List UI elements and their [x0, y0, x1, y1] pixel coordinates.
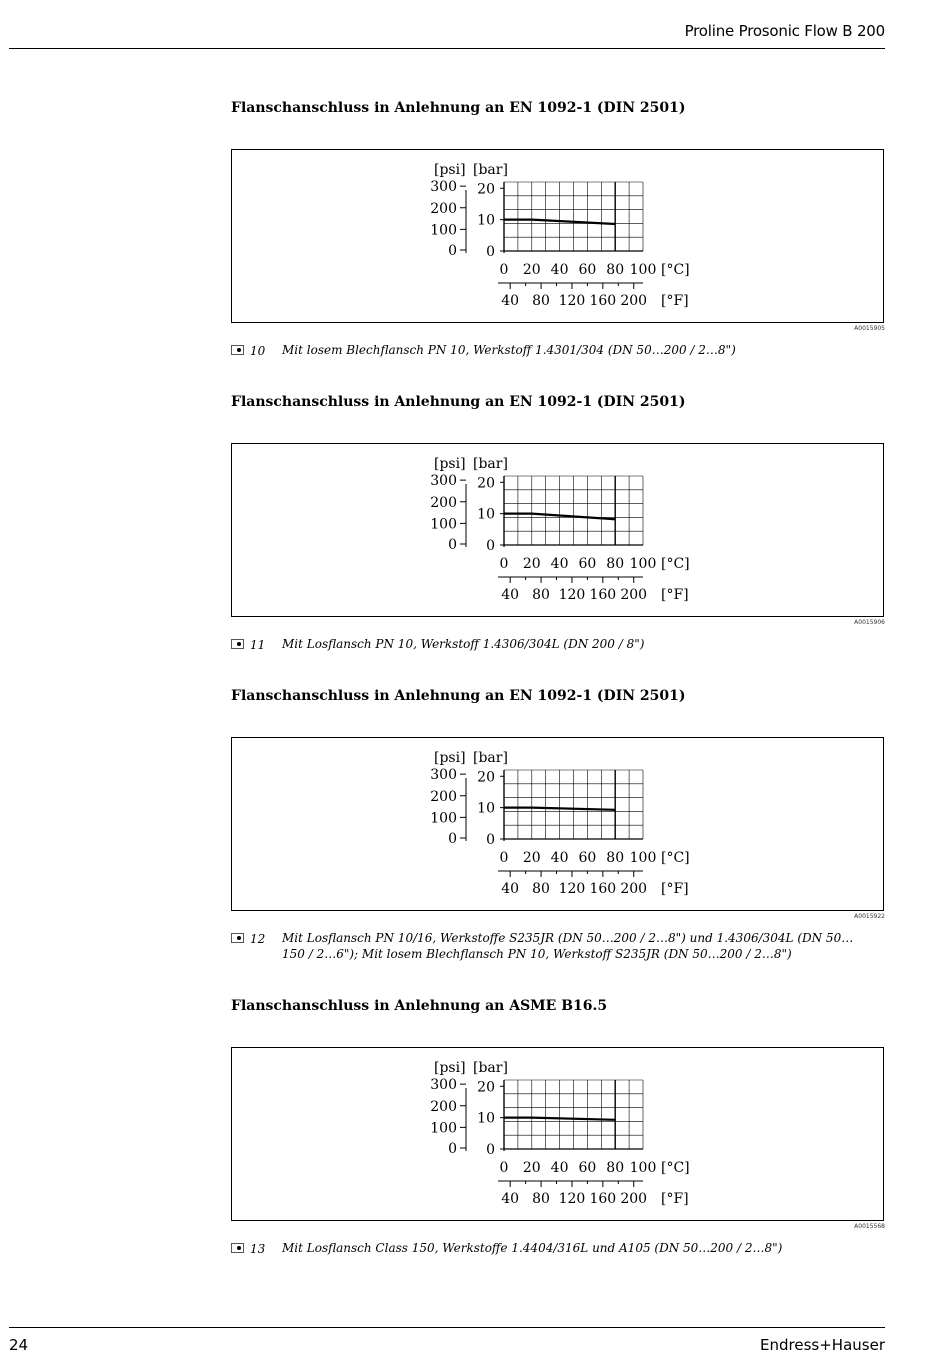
celsius-tick-label: 80 [606, 1160, 625, 1176]
fahrenheit-tick-label: 120 [558, 293, 586, 309]
fahrenheit-tick-label: 80 [532, 1191, 550, 1207]
caption-text: Mit Losflansch PN 10, Werkstoff 1.4306/304L (DN 200 / 8") [282, 637, 645, 651]
fahrenheit-tick-label: 80 [532, 587, 550, 603]
celsius-tick-label: 60 [578, 1160, 597, 1176]
figure-icon [231, 1243, 244, 1253]
psi-tick-label: 300 [430, 767, 457, 784]
fahrenheit-unit-label: [°F] [661, 587, 689, 603]
celsius-tick-label: 60 [578, 262, 597, 278]
figure-number: 13 [250, 1242, 266, 1256]
psi-tick-label: 300 [430, 179, 457, 196]
fahrenheit-tick-label: 120 [558, 587, 586, 603]
celsius-tick-label: 0 [499, 1160, 509, 1176]
chart-frame [231, 443, 884, 617]
pressure-temperature-chart [232, 1048, 885, 1222]
bar-unit-label: [bar] [473, 456, 508, 472]
bar-tick-label: 20 [477, 769, 495, 786]
document-title: Proline Prosonic Flow B 200 [684, 22, 885, 40]
celsius-tick-label: 80 [606, 850, 625, 866]
figure-id: A0015922 [854, 913, 885, 920]
chart-frame [231, 737, 884, 911]
figure-number: 11 [250, 638, 266, 652]
celsius-tick-label: 0 [499, 850, 509, 866]
psi-tick-label: 200 [430, 200, 457, 217]
celsius-tick-label: 80 [606, 556, 625, 572]
psi-tick-label: 100 [430, 222, 457, 239]
bar-tick-label: 10 [477, 506, 495, 523]
psi-unit-label: [psi] [434, 162, 466, 178]
fahrenheit-tick-label: 160 [589, 293, 617, 309]
psi-unit-label: [psi] [434, 456, 466, 472]
figure-id: A0015906 [854, 619, 885, 626]
bar-unit-label: [bar] [473, 162, 508, 178]
bar-tick-label: 10 [477, 1110, 495, 1127]
celsius-tick-label: 20 [522, 850, 541, 866]
figure-icon [231, 933, 244, 943]
celsius-tick-label: 20 [522, 556, 541, 572]
bar-tick-label: 20 [477, 1079, 495, 1096]
figure-id: A0015568 [854, 1223, 885, 1230]
figure-id: A0015905 [854, 325, 885, 332]
fahrenheit-tick-label: 120 [558, 1191, 586, 1207]
section-title: Flanschanschluss in Anlehnung an EN 1092-1 (DIN 2501) [231, 100, 686, 116]
fahrenheit-tick-label: 200 [620, 293, 648, 309]
psi-tick-label: 200 [430, 1098, 457, 1115]
fahrenheit-tick-label: 40 [501, 587, 520, 603]
figure-number: 10 [250, 344, 266, 358]
psi-tick-label: 300 [430, 1077, 457, 1094]
fahrenheit-tick-label: 160 [589, 587, 617, 603]
celsius-unit-label: [°C] [661, 850, 690, 866]
psi-tick-label: 0 [448, 243, 457, 259]
pressure-temperature-chart [232, 444, 885, 618]
caption-text: Mit Losflansch PN 10/16, Werkstoffe S235JR (DN 50…200 / 2…8") und 1.4306/304L (DN 50…150 / 2…6"); Mit losem Blechflansch PN 10, Werkstoff S235JR (DN 50…200 / 2…8") [282, 931, 854, 961]
psi-tick-label: 0 [448, 537, 457, 553]
page-number: 24 [9, 1336, 29, 1354]
psi-tick-label: 0 [448, 1141, 457, 1157]
fahrenheit-tick-label: 200 [620, 1191, 648, 1207]
psi-tick-label: 100 [430, 810, 457, 827]
fahrenheit-tick-label: 40 [501, 1191, 520, 1207]
fahrenheit-tick-label: 80 [532, 881, 550, 897]
fahrenheit-tick-label: 120 [558, 881, 586, 897]
section-title: Flanschanschluss in Anlehnung an ASME B16.5 [231, 998, 608, 1014]
celsius-tick-label: 100 [629, 1160, 657, 1176]
fahrenheit-tick-label: 40 [501, 881, 520, 897]
fahrenheit-unit-label: [°F] [661, 881, 689, 897]
fahrenheit-tick-label: 160 [589, 881, 617, 897]
fahrenheit-tick-label: 160 [589, 1191, 617, 1207]
celsius-tick-label: 40 [550, 1160, 569, 1176]
psi-tick-label: 100 [430, 1120, 457, 1137]
bar-tick-label: 10 [477, 212, 495, 229]
fahrenheit-unit-label: [°F] [661, 293, 689, 309]
bar-tick-label: 10 [477, 800, 495, 817]
caption-text: Mit Losflansch Class 150, Werkstoffe 1.4404/316L und A105 (DN 50…200 / 2…8") [282, 1241, 783, 1255]
bar-tick-label: 0 [486, 538, 495, 554]
figure-icon [231, 345, 244, 355]
psi-tick-label: 300 [430, 473, 457, 490]
bar-unit-label: [bar] [473, 750, 508, 766]
section-title: Flanschanschluss in Anlehnung an EN 1092-1 (DIN 2501) [231, 394, 686, 410]
footer-rule [9, 1327, 885, 1328]
celsius-unit-label: [°C] [661, 262, 690, 278]
bar-unit-label: [bar] [473, 1060, 508, 1076]
figure-icon [231, 639, 244, 649]
celsius-tick-label: 20 [522, 262, 541, 278]
celsius-tick-label: 100 [629, 262, 657, 278]
psi-tick-label: 100 [430, 516, 457, 533]
psi-tick-label: 200 [430, 494, 457, 511]
bar-tick-label: 0 [486, 244, 495, 260]
chart-frame [231, 149, 884, 323]
celsius-tick-label: 40 [550, 850, 569, 866]
celsius-tick-label: 100 [629, 556, 657, 572]
celsius-unit-label: [°C] [661, 1160, 690, 1176]
bar-tick-label: 0 [486, 832, 495, 848]
celsius-tick-label: 40 [550, 556, 569, 572]
psi-unit-label: [psi] [434, 1060, 466, 1076]
bar-tick-label: 0 [486, 1142, 495, 1158]
celsius-tick-label: 60 [578, 556, 597, 572]
celsius-tick-label: 0 [499, 262, 509, 278]
psi-tick-label: 0 [448, 831, 457, 847]
pressure-temperature-chart [232, 738, 885, 912]
bar-tick-label: 20 [477, 475, 495, 492]
psi-tick-label: 200 [430, 788, 457, 805]
psi-unit-label: [psi] [434, 750, 466, 766]
celsius-tick-label: 60 [578, 850, 597, 866]
header-rule [9, 48, 885, 49]
celsius-tick-label: 80 [606, 262, 625, 278]
chart-frame [231, 1047, 884, 1221]
fahrenheit-tick-label: 200 [620, 587, 648, 603]
celsius-tick-label: 20 [522, 1160, 541, 1176]
fahrenheit-tick-label: 200 [620, 881, 648, 897]
footer-brand: Endress+Hauser [760, 1336, 885, 1354]
pressure-temperature-chart [232, 150, 885, 324]
celsius-tick-label: 0 [499, 556, 509, 572]
celsius-tick-label: 40 [550, 262, 569, 278]
celsius-unit-label: [°C] [661, 556, 690, 572]
bar-tick-label: 20 [477, 181, 495, 198]
caption-text: Mit losem Blechflansch PN 10, Werkstoff 1.4301/304 (DN 50…200 / 2…8") [282, 343, 736, 357]
fahrenheit-tick-label: 80 [532, 293, 550, 309]
fahrenheit-tick-label: 40 [501, 293, 520, 309]
figure-number: 12 [250, 932, 266, 946]
section-title: Flanschanschluss in Anlehnung an EN 1092-1 (DIN 2501) [231, 688, 686, 704]
fahrenheit-unit-label: [°F] [661, 1191, 689, 1207]
celsius-tick-label: 100 [629, 850, 657, 866]
